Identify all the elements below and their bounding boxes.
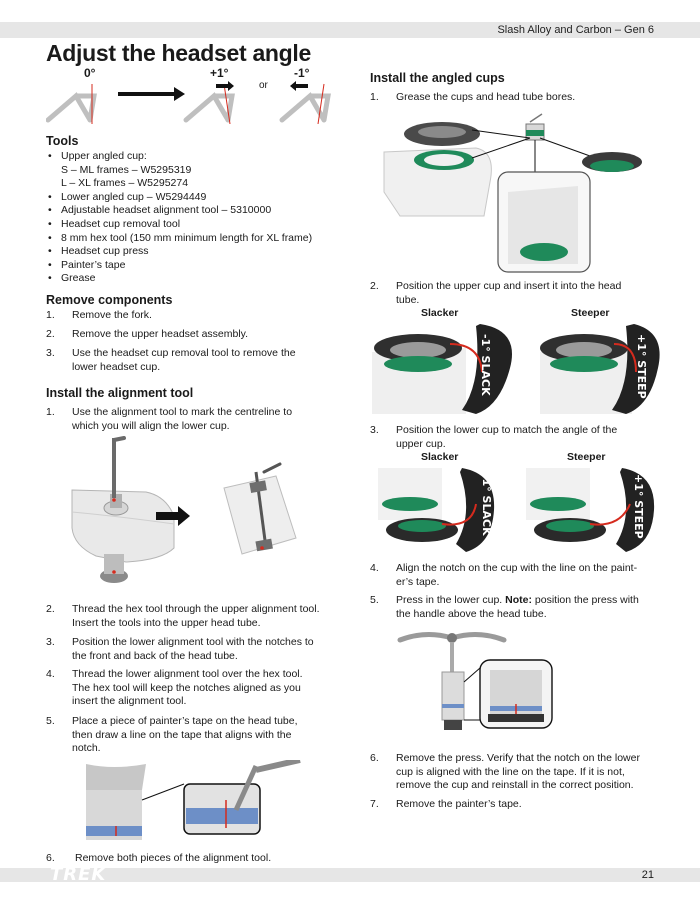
step-number: 3. bbox=[46, 636, 55, 648]
tool-item-text: • Upper angled cup: bbox=[61, 150, 147, 162]
cups-step-4 bbox=[370, 562, 660, 590]
list-item: • Headset cup press bbox=[46, 245, 346, 259]
lower-cup-orientation-illustration bbox=[376, 464, 666, 554]
step-number: 1. bbox=[46, 406, 55, 418]
header-title: Slash Alloy and Carbon – Gen 6 bbox=[497, 24, 654, 36]
cups-step-6 bbox=[370, 752, 660, 794]
page-title: Adjust the headset angle bbox=[46, 40, 312, 66]
headset-press-illustration bbox=[396, 626, 556, 734]
step-text: Grease the cups and head tube bores. bbox=[396, 91, 576, 103]
step-text: Thread the lower alignment tool over the hex tool. The hex tool will keep the notches aligned as you insert the alignment tool. bbox=[72, 668, 303, 707]
step-number: 7. bbox=[370, 798, 379, 810]
remove-step-3 bbox=[46, 347, 346, 375]
tools-heading: Tools bbox=[46, 134, 79, 148]
install-cups-heading: Install the angled cups bbox=[370, 71, 505, 85]
list-item: • Painter’s tape bbox=[46, 259, 346, 273]
step-text: Align the notch on the cup with the line on the paint- er’s tape. bbox=[396, 562, 638, 588]
page-number: 21 bbox=[641, 869, 654, 881]
grease-cups-illustration bbox=[380, 112, 650, 274]
step-number: 5. bbox=[46, 715, 55, 727]
angle-diagram bbox=[46, 66, 346, 124]
alignment-tool-illustration bbox=[66, 436, 306, 596]
step-number: 2. bbox=[370, 280, 379, 292]
step-number: 3. bbox=[46, 347, 55, 359]
tools-list bbox=[46, 150, 346, 286]
step-text: Position the lower alignment tool with the notches to the front and back of the head tube. bbox=[72, 636, 314, 662]
angle-label-or: or bbox=[259, 80, 268, 91]
upper-steeper-label: Steeper bbox=[571, 307, 610, 319]
remove-components-heading: Remove components bbox=[46, 293, 173, 307]
remove-step-1 bbox=[46, 309, 346, 323]
step-number: 1. bbox=[46, 309, 55, 321]
step-text: Press in the lower cup. Note: position the press with the handle above the head tube. bbox=[396, 594, 639, 620]
cups-step-1 bbox=[370, 91, 660, 105]
lower-slack-marking: -1° SLACK bbox=[480, 474, 493, 536]
trek-logo: TREK bbox=[50, 864, 107, 885]
step-number: 2. bbox=[46, 603, 55, 615]
tool-item-text: S – ML frames – W5295319 bbox=[61, 163, 192, 176]
upper-cup-orientation-illustration bbox=[370, 322, 662, 416]
step-number: 6. bbox=[46, 852, 55, 864]
angle-frames-illustration bbox=[46, 66, 346, 124]
cups-step-5 bbox=[370, 594, 660, 622]
upper-steep-marking: +1° STEEP bbox=[635, 334, 648, 399]
step-number: 4. bbox=[46, 668, 55, 680]
alignment-step-2 bbox=[46, 603, 346, 631]
step-number: 1. bbox=[370, 91, 379, 103]
list-item: • Adjustable headset alignment tool – 5310000 bbox=[46, 204, 346, 218]
cups-step-2 bbox=[370, 280, 660, 308]
step-number: 2. bbox=[46, 328, 55, 340]
step-number: 6. bbox=[370, 752, 379, 764]
list-item: • Headset cup removal tool bbox=[46, 218, 346, 232]
upper-slack-marking: -1° SLACK bbox=[479, 334, 492, 396]
list-item bbox=[46, 150, 346, 191]
cups-step-7 bbox=[370, 798, 660, 812]
step-text: Remove the fork. bbox=[72, 309, 152, 321]
step-text: Remove the press. Verify that the notch on the lower cup is aligned with the line on the tape. If it is not, remove the cup and reinstall in the correct position. bbox=[396, 752, 640, 791]
lower-steeper-label: Steeper bbox=[567, 451, 606, 463]
install-alignment-heading: Install the alignment tool bbox=[46, 386, 194, 400]
cups-step-3 bbox=[370, 424, 660, 452]
step-number: 4. bbox=[370, 562, 379, 574]
step-number: 3. bbox=[370, 424, 379, 436]
step-text: Position the upper cup and insert it into the head tube. bbox=[396, 280, 622, 306]
step-text: Place a piece of painter’s tape on the head tube, then draw a line on the tape that aligns with the notch. bbox=[72, 715, 298, 754]
angle-label-minus: -1° bbox=[294, 66, 310, 80]
lower-slacker-label: Slacker bbox=[421, 451, 459, 463]
tool-item-text: L – XL frames – W5295274 bbox=[61, 177, 189, 190]
step-text: Thread the hex tool through the upper alignment tool. Insert the tools into the upper head tube. bbox=[72, 603, 320, 629]
list-item: • Lower angled cup – W5294449 bbox=[46, 191, 346, 205]
step-number: 5. bbox=[370, 594, 379, 606]
step-text: Remove the upper headset assembly. bbox=[72, 328, 249, 340]
step-text: Remove the painter’s tape. bbox=[396, 798, 522, 810]
step-text: Use the headset cup removal tool to remove the lower headset cup. bbox=[72, 347, 296, 373]
step-text: Position the lower cup to match the angle of the upper cup. bbox=[396, 424, 618, 450]
list-item: • 8 mm hex tool (150 mm minimum length for XL frame) bbox=[46, 232, 346, 246]
list-item: • Grease bbox=[46, 272, 346, 286]
lower-steep-marking: +1° STEEP bbox=[632, 474, 645, 539]
angle-label-zero: 0° bbox=[84, 66, 96, 80]
painters-tape-illustration bbox=[86, 760, 302, 844]
remove-step-2 bbox=[46, 328, 346, 342]
alignment-step-4 bbox=[46, 668, 346, 710]
alignment-step-5 bbox=[46, 715, 346, 757]
angle-label-plus: +1° bbox=[210, 66, 229, 80]
step-text: Use the alignment tool to mark the centreline to which you will align the lower cup. bbox=[72, 406, 293, 432]
alignment-step-1 bbox=[46, 406, 346, 434]
alignment-step-3 bbox=[46, 636, 346, 664]
upper-slacker-label: Slacker bbox=[421, 307, 459, 319]
step-text: Remove both pieces of the alignment tool. bbox=[75, 852, 272, 864]
